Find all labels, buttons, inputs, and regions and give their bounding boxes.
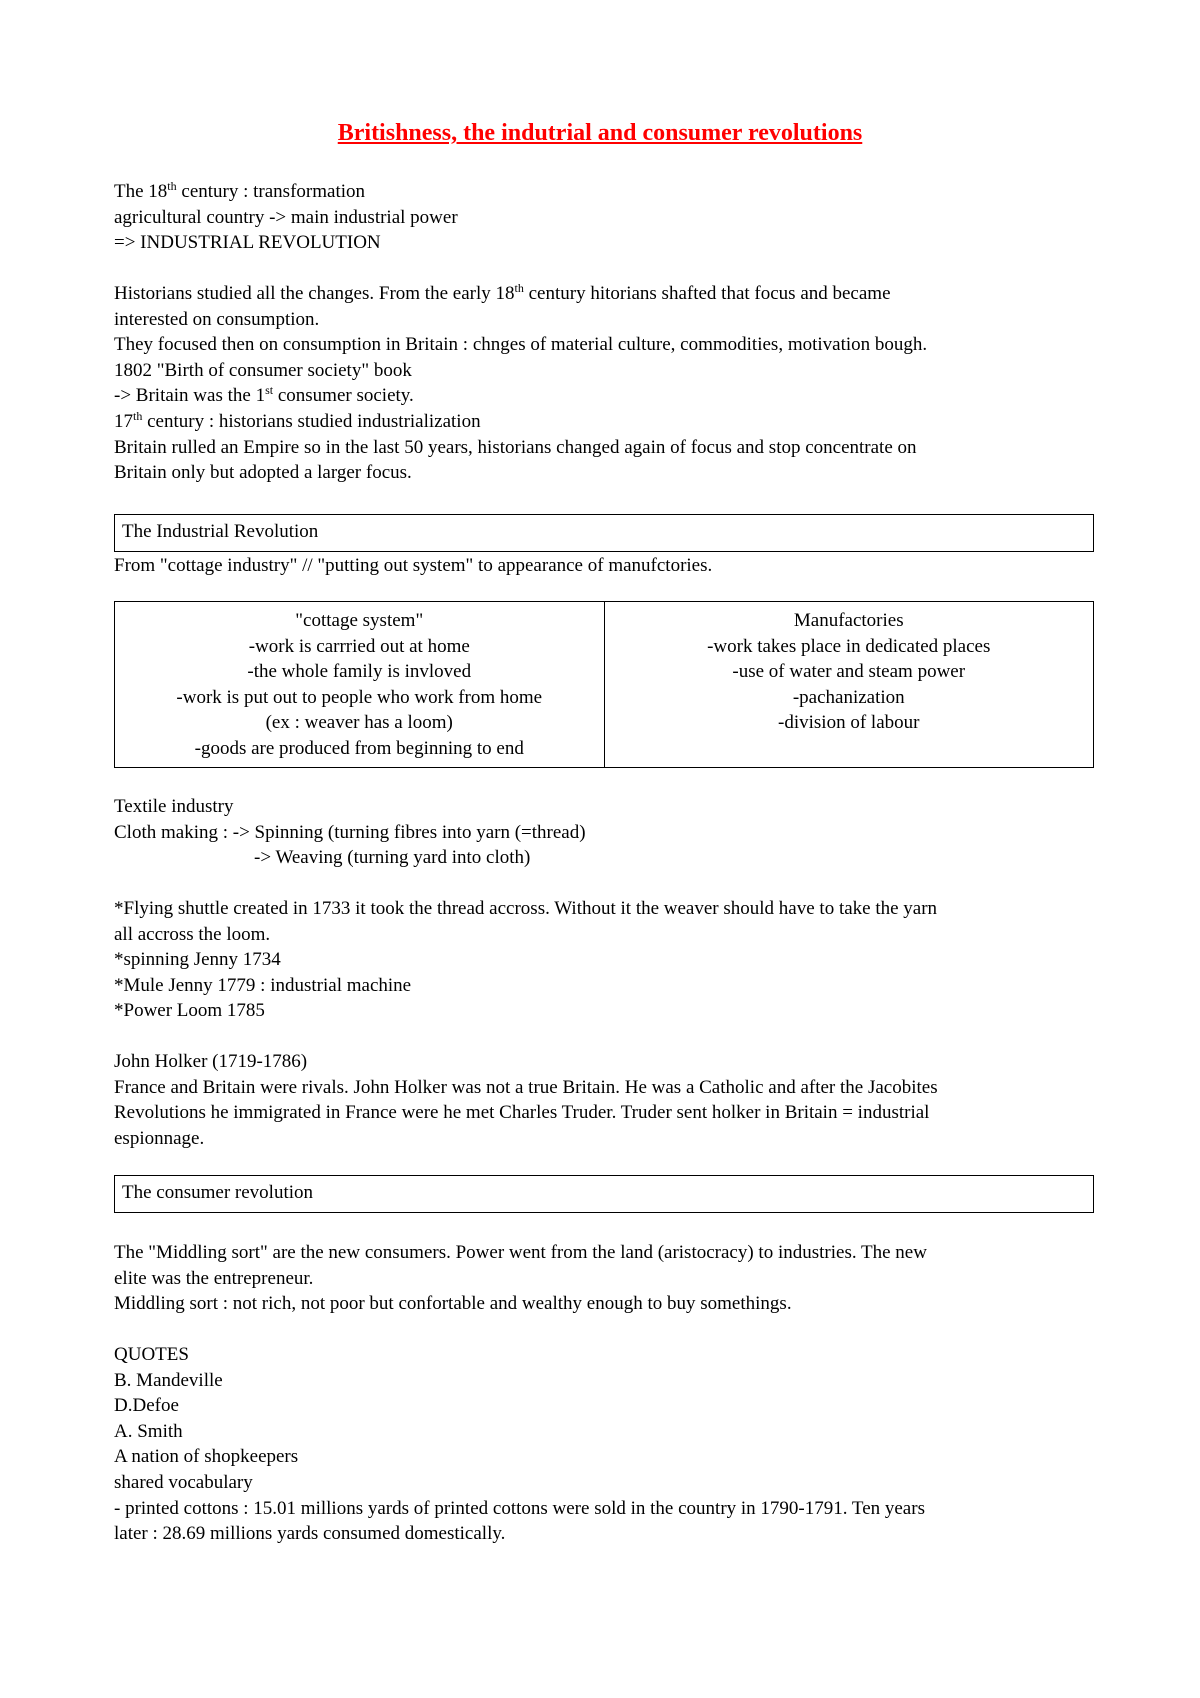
paragraph-line bbox=[114, 383, 1094, 409]
intro-text: The 18 bbox=[114, 181, 168, 202]
section-heading-consumer: The consumer revolution bbox=[114, 1175, 1094, 1213]
table-cell-line: -the whole family is invloved bbox=[247, 661, 472, 683]
superscript: st bbox=[265, 383, 274, 398]
middling-block bbox=[114, 1240, 1094, 1317]
table-cell-line: -work is put out to people who work from home bbox=[176, 686, 543, 708]
paragraph-text: 17 bbox=[114, 410, 133, 432]
textile-line: -> Weaving (turning yard into cloth) bbox=[254, 847, 531, 869]
invention-line: *spinning Jenny 1734 bbox=[114, 949, 281, 971]
textile-block bbox=[114, 794, 1094, 871]
historians-paragraph bbox=[114, 281, 1094, 486]
document-title: Britishness, the indutrial and consumer revolutions bbox=[337, 120, 863, 146]
table-cell-line: (ex : weaver has a loom) bbox=[265, 712, 453, 734]
table-cell-line: -work takes place in dedicated places bbox=[707, 635, 991, 657]
paragraph-text: -> Britain was the 1 bbox=[114, 385, 266, 407]
paragraph-line: Britain only but adopted a larger focus. bbox=[114, 462, 412, 484]
holker-line: Revolutions he immigrated in France were he met Charles Truder. Truder sent holker in Britain = industrial bbox=[114, 1102, 930, 1124]
paragraph-line: They focused then on consumption in Britain : chnges of material culture, commodities, motivation bough. bbox=[114, 334, 928, 356]
table-cell-line: "cottage system" bbox=[295, 610, 424, 631]
intro-text: century : transformation bbox=[176, 181, 365, 202]
invention-line: *Mule Jenny 1779 : industrial machine bbox=[114, 974, 412, 996]
table-column-cottage bbox=[115, 602, 604, 767]
quotes-line: shared vocabulary bbox=[114, 1471, 253, 1493]
table-cell-line: -use of water and steam power bbox=[732, 661, 966, 683]
table-cell-line: -work is carrried out at home bbox=[248, 635, 470, 657]
quotes-line: A nation of shopkeepers bbox=[114, 1446, 299, 1468]
intro-line-3: => INDUSTRIAL REVOLUTION bbox=[114, 232, 381, 254]
holker-block bbox=[114, 1049, 1094, 1151]
holker-line: France and Britain were rivals. John Holker was not a true Britain. He was a Catholic and after the Jacobites bbox=[114, 1076, 938, 1098]
textile-line: Textile industry bbox=[114, 796, 234, 817]
table-cell-line: -division of labour bbox=[778, 712, 920, 734]
quotes-line: A. Smith bbox=[114, 1420, 183, 1442]
paragraph-line: interested on consumption. bbox=[114, 308, 320, 330]
paragraph-text: century : historians studied industrialization bbox=[142, 410, 481, 432]
paragraph-line: Britain rulled an Empire so in the last 50 years, historians changed again of focus and stop concentrate on bbox=[114, 436, 917, 458]
table-cell-line: -goods are produced from beginning to end bbox=[194, 737, 524, 759]
middling-line: The "Middling sort" are the new consumers. Power went from the land (aristocracy) to industries. The new bbox=[114, 1242, 927, 1263]
middling-line: elite was the entrepreneur. bbox=[114, 1267, 314, 1289]
quotes-line: QUOTES bbox=[114, 1344, 189, 1365]
intro-line-2: agricultural country -> main industrial power bbox=[114, 206, 458, 228]
invention-line: all accross the loom. bbox=[114, 923, 271, 945]
invention-line: *Flying shuttle created in 1733 it took the thread accross. Without it the weaver should have to take the yarn bbox=[114, 898, 938, 919]
intro-block bbox=[114, 179, 1094, 256]
holker-line: espionnage. bbox=[114, 1127, 205, 1149]
section-heading-industrial: The Industrial Revolution bbox=[114, 514, 1094, 552]
subtitle-line: From "cottage industry" // "putting out system" to appearance of manufctories. bbox=[114, 555, 713, 576]
paragraph-line: 1802 "Birth of consumer society" book bbox=[114, 359, 412, 381]
quotes-line: B. Mandeville bbox=[114, 1369, 223, 1391]
table-column-manufactories bbox=[604, 602, 1094, 767]
paragraph-text: consumer society. bbox=[273, 385, 414, 407]
superscript: th bbox=[167, 179, 177, 193]
comparison-table bbox=[114, 601, 1094, 768]
table-cell-line: Manufactories bbox=[793, 610, 904, 631]
middling-line: Middling sort : not rich, not poor but confortable and wealthy enough to buy somethings. bbox=[114, 1293, 792, 1315]
holker-line: John Holker (1719-1786) bbox=[114, 1051, 308, 1072]
textile-line: Cloth making : -> Spinning (turning fibres into yarn (=thread) bbox=[114, 821, 586, 843]
quotes-line: - printed cottons : 15.01 millions yards of printed cottons were sold in the country in 1790-1791. Ten years bbox=[114, 1497, 925, 1519]
superscript: th bbox=[514, 281, 524, 295]
quotes-block bbox=[114, 1342, 1094, 1547]
paragraph-text: century hitorians shafted that focus and became bbox=[523, 283, 891, 304]
quotes-line: later : 28.69 millions yards consumed domestically. bbox=[114, 1523, 506, 1545]
superscript: th bbox=[133, 408, 143, 423]
inventions-block bbox=[114, 896, 1094, 1024]
quotes-line: D.Defoe bbox=[114, 1395, 179, 1417]
intro-line-1 bbox=[114, 179, 1094, 205]
section-subtitle bbox=[114, 553, 1094, 579]
table-cell-line: -pachanization bbox=[792, 686, 905, 708]
paragraph-line bbox=[114, 409, 1094, 435]
paragraph-line bbox=[114, 281, 1094, 307]
paragraph-text: Historians studied all the changes. From the early 18 bbox=[114, 283, 515, 304]
invention-line: *Power Loom 1785 bbox=[114, 1000, 265, 1022]
